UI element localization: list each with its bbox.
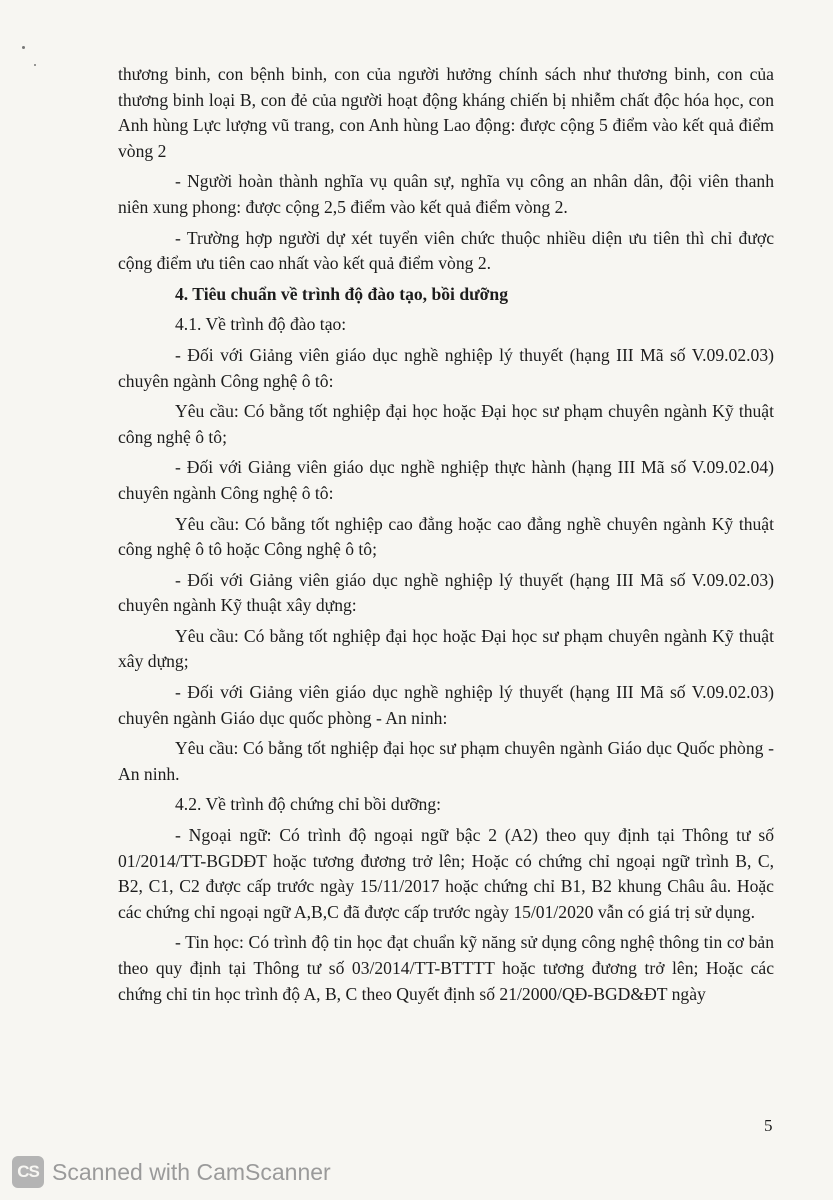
paragraph-informatics: - Tin học: Có trình độ tin học đạt chuẩn kỹ năng sử dụng công nghệ thông tin cơ bản theo quy định tại Thông tư số 03/2014/TT-BTTTT hoặc tương đương trở lên; Hoặc các chứng chỉ tin học trình độ A, B, C theo Quyết định số 21/2000/QĐ-BGD&ĐT ngày (118, 932, 774, 1004)
scan-speck (34, 64, 36, 66)
section-heading-training-standards: 4. Tiêu chuẩn về trình độ đào tạo, bồi dưỡng (175, 283, 509, 304)
paragraph-theory-lecturer-construction: - Đối với Giảng viên giáo dục nghề nghiệp lý thuyết (hạng III Mã số V.09.02.03) chuyên ngành Kỹ thuật xây dựng: (118, 569, 774, 616)
paragraph-theory-lecturer-auto: - Đối với Giảng viên giáo dục nghề nghiệp lý thuyết (hạng III Mã số V.09.02.03) chuyên ngành Công nghệ ô tô: (118, 344, 774, 391)
camscanner-label: Scanned with CamScanner (52, 1158, 331, 1185)
subsection-heading-training-level: 4.1. Về trình độ đào tạo: (175, 314, 347, 335)
paragraph-theory-lecturer-defense: - Đối với Giảng viên giáo dục nghề nghiệp lý thuyết (hạng III Mã số V.09.02.03) chuyên ngành Giáo dục quốc phòng - An ninh: (118, 682, 774, 728)
paragraph-requirement-auto-practice: Yêu cầu: Có bằng tốt nghiệp cao đẳng hoặc cao đẳng nghề chuyên ngành Kỹ thuật công nghệ ô tô hoặc Công nghệ ô tô; (118, 513, 774, 560)
paragraph-military-service: - Người hoàn thành nghĩa vụ quân sự, nghĩa vụ công an nhân dân, đội viên thanh niên xung phong: được cộng 2,5 điểm vào kết quả điểm vòng 2. (118, 171, 774, 217)
paragraph-continuation: thương binh, con bệnh binh, con của người hưởng chính sách như thương binh, con của thương binh loại B, con đẻ của người hoạt động kháng chiến bị nhiễm chất độc hóa học, con Anh hùng Lực lượng vũ trang, con Anh hùng Lao động: được cộng 5 điểm vào kết quả điểm vòng 2 (118, 64, 774, 161)
camscanner-watermark (12, 1156, 331, 1188)
paragraph-requirement-defense: Yêu cầu: Có bằng tốt nghiệp đại học sư phạm chuyên ngành Giáo dục Quốc phòng - An ninh. (118, 738, 774, 784)
paragraph-requirement-auto-theory: Yêu cầu: Có bằng tốt nghiệp đại học hoặc Đại học sư phạm chuyên ngành Kỹ thuật công nghệ ô tô; (118, 401, 774, 447)
subsection-heading-certificates: 4.2. Về trình độ chứng chỉ bồi dưỡng: (175, 794, 442, 815)
scan-speck (22, 46, 25, 49)
paragraph-multiple-priorities: - Trường hợp người dự xét tuyển viên chức thuộc nhiều diện ưu tiên thì chỉ được cộng điểm ưu tiên cao nhất vào kết quả điểm vòng 2. (118, 227, 774, 274)
camscanner-logo-icon: CS (12, 1156, 44, 1188)
paragraph-requirement-construction: Yêu cầu: Có bằng tốt nghiệp đại học hoặc Đại học sư phạm chuyên ngành Kỹ thuật xây dựng; (118, 625, 774, 672)
document-body (118, 62, 774, 1012)
paragraph-foreign-language: - Ngoại ngữ: Có trình độ ngoại ngữ bậc 2 (A2) theo quy định tại Thông tư số 01/2014/TT-BGDĐT hoặc tương đương trở lên; Hoặc có chứng chỉ ngoại ngữ trình B, C, B2, C1, C2 được cấp trước ngày 15/11/2017 hoặc chứng chỉ B1, B2 khung Châu âu. Hoặc các chứng chỉ ngoại ngữ A,B,C đã được cấp trước ngày 15/01/2020 vẫn có giá trị sử dụng. (118, 825, 774, 922)
paragraph-practice-lecturer-auto: - Đối với Giảng viên giáo dục nghề nghiệp thực hành (hạng III Mã số V.09.02.04) chuyên ngành Công nghệ ô tô: (118, 457, 774, 503)
page-number: 5 (764, 1116, 773, 1135)
